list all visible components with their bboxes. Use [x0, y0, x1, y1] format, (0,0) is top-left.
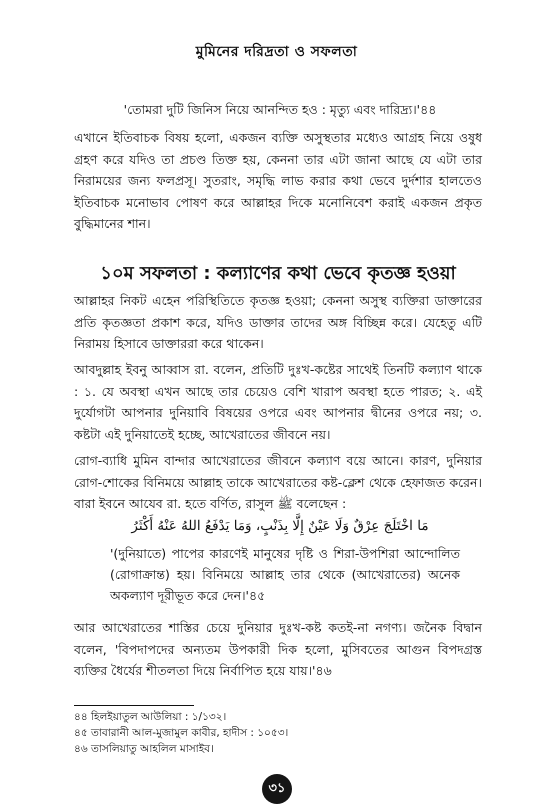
footnote-45: ৪৫ তাবারানী আল-মুজামুল কাবীর, হাদীস : ১০৫৩।: [74, 727, 289, 739]
footnote-44: ৪৪ হিলইয়াতুল আউলিয়া : ১/১৩২।: [74, 711, 227, 723]
footnote-46: ৪৬ তাসলিয়াতু আহলিল মাসাইব।: [74, 743, 214, 755]
page-number: ৩১: [262, 774, 292, 804]
arabic-hadith: مَا اخْتَلَجَ عِرْقٌ وَلَا عَيْنٌ إِلَّا بِذَنْبٍ، وَمَا يَدْفَعُ اللهُ عَنْهُ أَكْثَرُ: [131, 518, 429, 534]
section-heading: ১০ম সফলতা : কল্যাণের কথা ভেবে কৃতজ্ঞ হওয়া: [100, 263, 456, 284]
paragraph-3: আবদুল্লাহ ইবনু আব্বাস রা. বলেন, প্রতিটি দুঃখ-কষ্টের সাথেই তিনটি কল্যাণ থাকে : ১. যে অবস্থা এখন আছে তার চেয়েও বেশি খারাপ অবস্থা হতে পারত; ২. এই দুর্যোগটা আপনার দুনিয়াবি বিষয়ের ওপরে এবং আপনার দ্বীনের ওপরে নয়; ৩. কষ্টটা এই দুনিয়াতেই হচ্ছে, আখেরাতের জীবনে নয়।: [74, 362, 482, 442]
paragraph-1: এখানে ইতিবাচক বিষয় হলো, একজন ব্যক্তি অসুস্থতার মধ্যেও আগ্রহ নিয়ে ওষুধ গ্রহণ করে যদিও তা প্রচণ্ড তিক্ত হয়, কেননা তার এটা জানা আছে যে এটা তার নিরাময়ের জন্য ফলপ্রসূ। সুতরাং, সমৃদ্ধি লাভ করার কথা ভেবে দুর্দশার হালতেও ইতিবাচক মনোভাব পোষণ করে আল্লাহর দিকে মনোনিবেশ করাই একজন প্রকৃত বুদ্ধিমানের শান।: [74, 130, 482, 231]
paragraph-2: আল্লাহর নিকট এহেন পরিস্থিতিতে কৃতজ্ঞ হওয়া; কেননা অসুস্থ ব্যক্তিরা ডাক্তারের প্রতি কৃতজ্ঞতা প্রকাশ করে, যদিও ডাক্তার তাদের অঙ্গ বিচ্ছিন্ন করে। যেহেতু এটি নিরাময় হিসাবে ডাক্তাররা করে থাকেন।: [74, 293, 482, 351]
footnote-divider: [74, 705, 194, 706]
opening-quote: 'তোমরা দুটি জিনিস নিয়ে আনন্দিত হও : মৃত্যু এবং দারিদ্র্য।'৪৪: [123, 102, 437, 117]
hadith-translation: '(দুনিয়াতে) পাপের কারণেই মানুষের দৃষ্টি ও শিরা-উপশিরা আন্দোলিত (রোগাক্রান্ত) হয়। বিনিময়ে আল্লাহ তার থেকে (আখেরাতের) অনেক অকল্যাণ দূরীভূত করে দেন।'৪৫: [110, 546, 460, 603]
paragraph-4: রোগ-ব্যাধি মুমিন বান্দার আখেরাতের জীবনে কল্যাণ বয়ে আনে। কারণ, দুনিয়ার রোগ-শোকের বিনিময়ে আল্লাহ তাকে আখেরাতের কষ্ট-ক্লেশ থেকে হেফাজত করেন। বারা ইবনে আযেব রা. হতে বর্ণিত, রাসুল ﷺ বলেছেন :: [74, 453, 482, 511]
footnotes: [74, 709, 482, 757]
paragraph-5: আর আখেরাতের শাস্তির চেয়ে দুনিয়ার দুঃখ-কষ্ট কতই-না নগণ্য। জনৈক বিদ্বান বলেন, 'বিপদাপদের অন্যতম উপকারী দিক হলো, মুসিবতের আগুন বিপদগ্রস্ত ব্যক্তির ধৈর্যের শীতলতা দিয়ে নির্বাপিত হয়ে যায়।'৪৬: [74, 620, 482, 678]
running-header: মুমিনের দরিদ্রতা ও সফলতা: [195, 44, 358, 60]
